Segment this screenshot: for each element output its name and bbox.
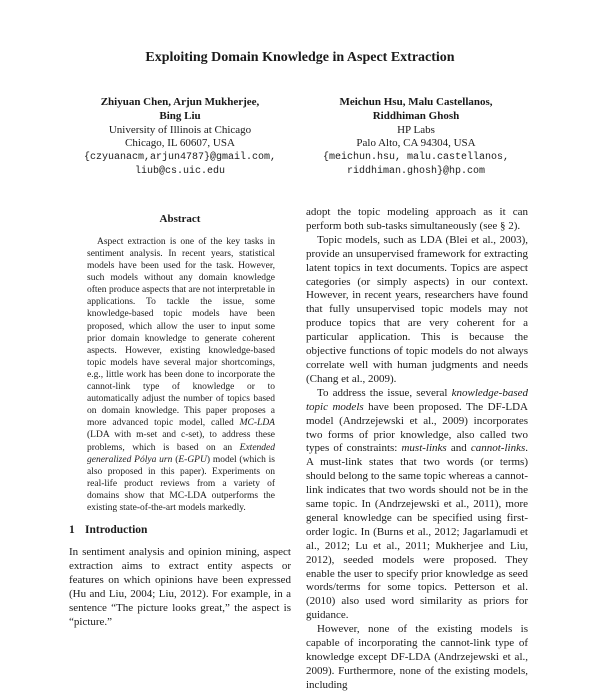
intro-paragraph: In sentiment analysis and opinion mining, aspect extraction aims to extract entity aspects or features on which opinions have been expressed (Hu and Liu, 2004; Liu, 2012). For example, in a sentence “The picture looks great,” the aspect is “picture.”	[69, 545, 291, 628]
section-heading-introduction: 1 Introduction	[69, 524, 148, 537]
author-affiliation: HP Labs	[397, 123, 435, 136]
left-column	[69, 213, 291, 629]
author-email-cont: riddhiman.ghosh}@hp.com	[346, 165, 486, 177]
body-paragraph: adopt the topic modeling approach as it can perform both sub-tasks simultaneously (see § 2).	[306, 206, 528, 232]
kb-topic-models-term: knowledge-based topic models	[306, 386, 528, 413]
author-email: {meichun.hsu, malu.castellanos,	[322, 152, 510, 164]
abstract-heading: Abstract	[159, 213, 201, 225]
must-links-term: must-links	[401, 442, 447, 455]
model-name: MC-LDA	[239, 418, 275, 429]
right-column	[306, 206, 528, 693]
urn-name: Extended generalized Pólya urn	[87, 442, 275, 465]
cannot-links-term: cannot-links	[470, 442, 526, 455]
body-paragraph: However, none of the existing models is capable of incorporating the cannot-link type of knowledge except DF-LDA (Andrzejewski et al., 2009). Furthermore, none of the existing models, including	[306, 623, 528, 691]
author-names-cont: Bing Liu	[159, 109, 201, 122]
author-block-hp	[291, 96, 541, 179]
author-names-cont: Riddhiman Ghosh	[372, 109, 460, 122]
body-paragraph: To address the issue, several knowledge-based topic models have been proposed. The DF-LDA model (Andrzejewski et al., 2009) incorporates two forms of prior knowledge, also called two types of constraints: must-links and cannot-links. A must-link states that two words (or terms) should belong to the same topic whereas a cannot-link indicates that two words should not be in the same topic. In (Andrzejewski et al., 2011), more general knowledge can be specified using first-order logic. In (Burns et al., 2012; Jagarlamudi et al., 2012; Lu et al., 2011; Mukherjee and Liu, 2012), seeded models were proposed. They enable the user to specify prior knowledge as seed words/terms for some topics. Petterson et al. (2010) also used word similarity as priors for guidance.	[306, 386, 528, 622]
author-email-cont: liub@cs.uic.edu	[134, 165, 225, 177]
author-address: Chicago, IL 60607, USA	[125, 137, 235, 150]
abstract-text: Aspect extraction is one of the key tasks in sentiment analysis. In recent years, statistical models have been used for the task. However, such models without any domain knowledge often produce aspects that are not interpretable in applications. To tackle the issue, some knowledge-based topic models have been proposed, which allow the user to input some prior domain knowledge to generate coherent aspects. However, existing knowledge-based topic models have several major shortcomings, e.g., little work has been done to incorporate the cannot-link type of knowledge or to automatically adjust the number of topics based on domain knowledge. This paper proposes a more advanced topic model, called MC-LDA (LDA with m-set and c-set), to address these problems, which is based on an Extended generalized Pólya urn (E-GPU) model (which is also proposed in this paper). Experiments on real-life product reviews from a variety of domains show that MC-LDA outperforms the existing state-of-the-art models markedly.	[87, 236, 275, 513]
body-paragraph: Topic models, such as LDA (Blei et al., 2003), provide an unsupervised framework for extracting latent topics in text documents. Topics are aspect categories (or simply aspects) in our context. However, in recent years, researchers have found that fully unsupervised topic models may not produce topics that are very coherent for a particular application. This is because the objective functions of topic models do not always correlate well with human judgments and needs (Chang et al., 2009).	[306, 233, 528, 385]
author-names: Meichun Hsu, Malu Castellanos,	[339, 96, 493, 108]
author-address: Palo Alto, CA 94304, USA	[356, 137, 476, 150]
author-affiliation: University of Illinois at Chicago	[108, 123, 252, 136]
author-block-uic	[55, 96, 305, 179]
author-email: {czyuanacm,arjun4787}@gmail.com,	[83, 152, 277, 164]
urn-abbr: E-GPU	[178, 454, 207, 465]
paper-title: Exploiting Domain Knowledge in Aspect Extraction	[145, 50, 455, 65]
author-names: Zhiyuan Chen, Arjun Mukherjee,	[100, 96, 260, 108]
